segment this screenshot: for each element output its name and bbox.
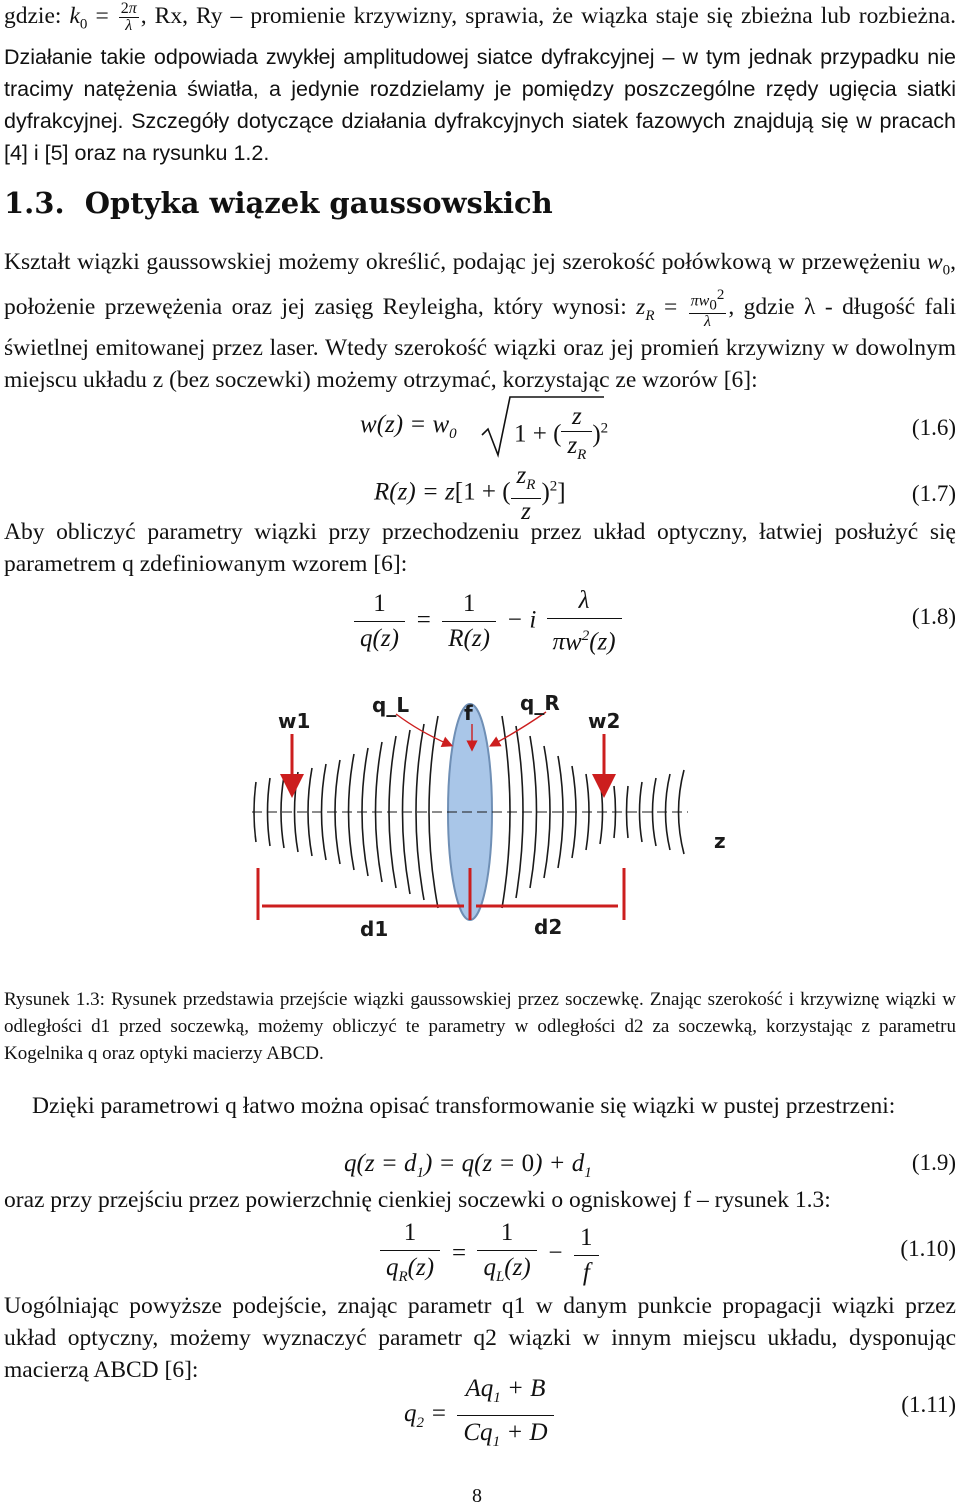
page-number: 8 bbox=[472, 1485, 482, 1507]
free-space-paragraph bbox=[4, 1090, 956, 1122]
shape-text-2: , położenie przewężenia oraz jej zasięg Reyleigha, który wynosi: bbox=[4, 249, 956, 320]
eq-number-1-8: (1.8) bbox=[911, 604, 956, 629]
q-paragraph bbox=[4, 516, 956, 580]
equation-1-11: $q_2$ = $\frac{Aq_1 + B}{Cq_1 + D}$ (1.11) bbox=[4, 1372, 956, 1442]
lens-paragraph bbox=[4, 1184, 956, 1216]
label-w1: w1 bbox=[278, 709, 311, 733]
eq-number-1-7: (1.7) bbox=[911, 481, 956, 506]
equation-1-9: $q(z = d_1) = q(z = 0) + d_1$ (1.9) bbox=[344, 1150, 956, 1181]
intro-paragraph: gdzie: $k_0$ = $\frac{2\pi}{\lambda}$ , Rx, Ry – promienie krzywizny, sprawia, że wiązka staje się zbieżna lub rozbieżna. Działanie takie odpowiada zwykłej amplitudowej siatce dyfrakcyjnej – w tym jednak przypadku nie tracimy natężenia światła, a jedynie rozdzielamy je pomiędzy poszczególne rzędy ugięcia siatki dyfrakcyjnej. Szczegóły dotyczące działania dyfrakcyjnych siatek fazowych znajdują się w pracach [4] i [5] oraz na rysunku 1.2. bbox=[4, 0, 956, 165]
eq-number-1-11: (1.11) bbox=[901, 1392, 956, 1417]
eq-number-1-6: (1.6) bbox=[911, 415, 956, 440]
section-title: Optyka wiązek gaussowskich bbox=[84, 186, 553, 220]
equation-1-8: $\frac{1}{q(z)}$ = $\frac{1}{R(z)}$ − i $\frac{\lambda}{\pi w^2(z)}$ (1.8) bbox=[4, 584, 956, 654]
figure-caption bbox=[4, 986, 956, 1067]
intro-rest: , Rx, Ry – promienie krzywizny, sprawia, że wiązka staje się zbieżna lub rozbieżna. bbox=[140, 3, 956, 29]
lens-text: oraz przy przejściu przez powierzchnię cienkiej soczewki o ogniskowej f – rysunek 1.3: bbox=[4, 1187, 831, 1213]
section-heading bbox=[4, 186, 956, 220]
shape-text-1: Kształt wiązki gaussowskiej możemy określić, podając jej szerokość połówkową w przewężeniu bbox=[4, 249, 927, 275]
label-qR: q_R bbox=[520, 691, 560, 715]
equation-1-7: R(z) = z[1 + ( $\frac{z_R}{z}$ )$^2$] (1.7) bbox=[374, 462, 956, 525]
section-number: 1.3. bbox=[4, 186, 65, 220]
label-d2: d2 bbox=[534, 915, 563, 939]
shape-paragraph: Kształt wiązki gaussowskiej możemy określić, podając jej szerokość połówkową w przewężeniu $w_0$, położenie przewężenia oraz jej zasięg Reyleigha, który wynosi: $z_R$ = $\frac{\pi w_0^2}{\lambda}$ , gdzie λ - długość fali świetlnej emitowanej przez laser. Wtedy szerokość wiązki oraz jej promień krzywizny w dowolnym miejscu układu z (bez soczewki) możemy otrzymać, korzystając ze wzorów [6]: bbox=[4, 249, 956, 393]
label-z: z bbox=[714, 829, 726, 853]
label-f: f bbox=[464, 701, 473, 725]
intro-sans-text: Działanie takie odpowiada zwykłej amplitudowej siatce dyfrakcyjnej – w tym jednak przypadku nie tracimy natężenia światła, a jedynie rozdzielamy je pomiędzy poszczególne rzędy ugięcia siatki dyfrakcyjnej. Szczegóły dotyczące działania dyfrakcyjnych siatek fazowych znajdują się w pracach [4] i [5] oraz na rysunku 1.2. bbox=[4, 44, 956, 165]
intro-lead: gdzie: bbox=[4, 3, 70, 29]
free-space-text: Dzięki parametrowi q łatwo można opisać transformowanie się wiązki w pustej przestrzeni: bbox=[32, 1093, 896, 1119]
equation-1-6: $w(z) = w_0$ 1 + ( $\frac{z}{z_R}$ )$^2$ (1.6) bbox=[4, 395, 956, 465]
caption-text: Rysunek 1.3: Rysunek przedstawia przejście wiązki gaussowskiej przez soczewkę. Znając szerokość i krzywiznę wiązki w odległości d1 przed soczewką, możemy obliczyć te parametry w odległości d2 za soczewką, korzystając z parametru Kogelnika q oraz optyki macierzy ABCD. bbox=[4, 989, 956, 1064]
label-w2: w2 bbox=[588, 709, 621, 733]
q-paragraph-text: Aby obliczyć parametry wiązki przy przechodzeniu przez układ optyczny, łatwiej posłużyć się parametrem q zdefiniowanym wzorem [6]: bbox=[4, 519, 956, 577]
label-qL: q_L bbox=[372, 693, 410, 717]
shape-text-3: , gdzie λ - długość fali świetlnej emitowanej przez laser. Wtedy szerokość wiązki oraz jej promień krzywizny w dowolnym miejscu układu z (bez soczewki) możemy otrzymać, korzystając ze wzorów [6]: bbox=[4, 293, 956, 393]
gaussian-beam-lens-figure bbox=[248, 686, 768, 948]
eq-number-1-10: (1.10) bbox=[900, 1236, 956, 1261]
label-d1: d1 bbox=[360, 917, 389, 941]
abcd-text: Uogólniając powyższe podejście, znając parametr q1 w danym punkcie propagacji wiązki przez układ optyczny, możemy wyznaczyć parametr q2 wiązki w innym miejscu układu, dysponując macierzą ABCD [6]: bbox=[4, 1293, 956, 1383]
equation-1-10: $\frac{1}{q_R(z)}$ = $\frac{1}{q_L(z)}$ − $\frac{1}{f}$ (1.10) bbox=[4, 1216, 956, 1286]
eq-number-1-9: (1.9) bbox=[911, 1150, 956, 1175]
